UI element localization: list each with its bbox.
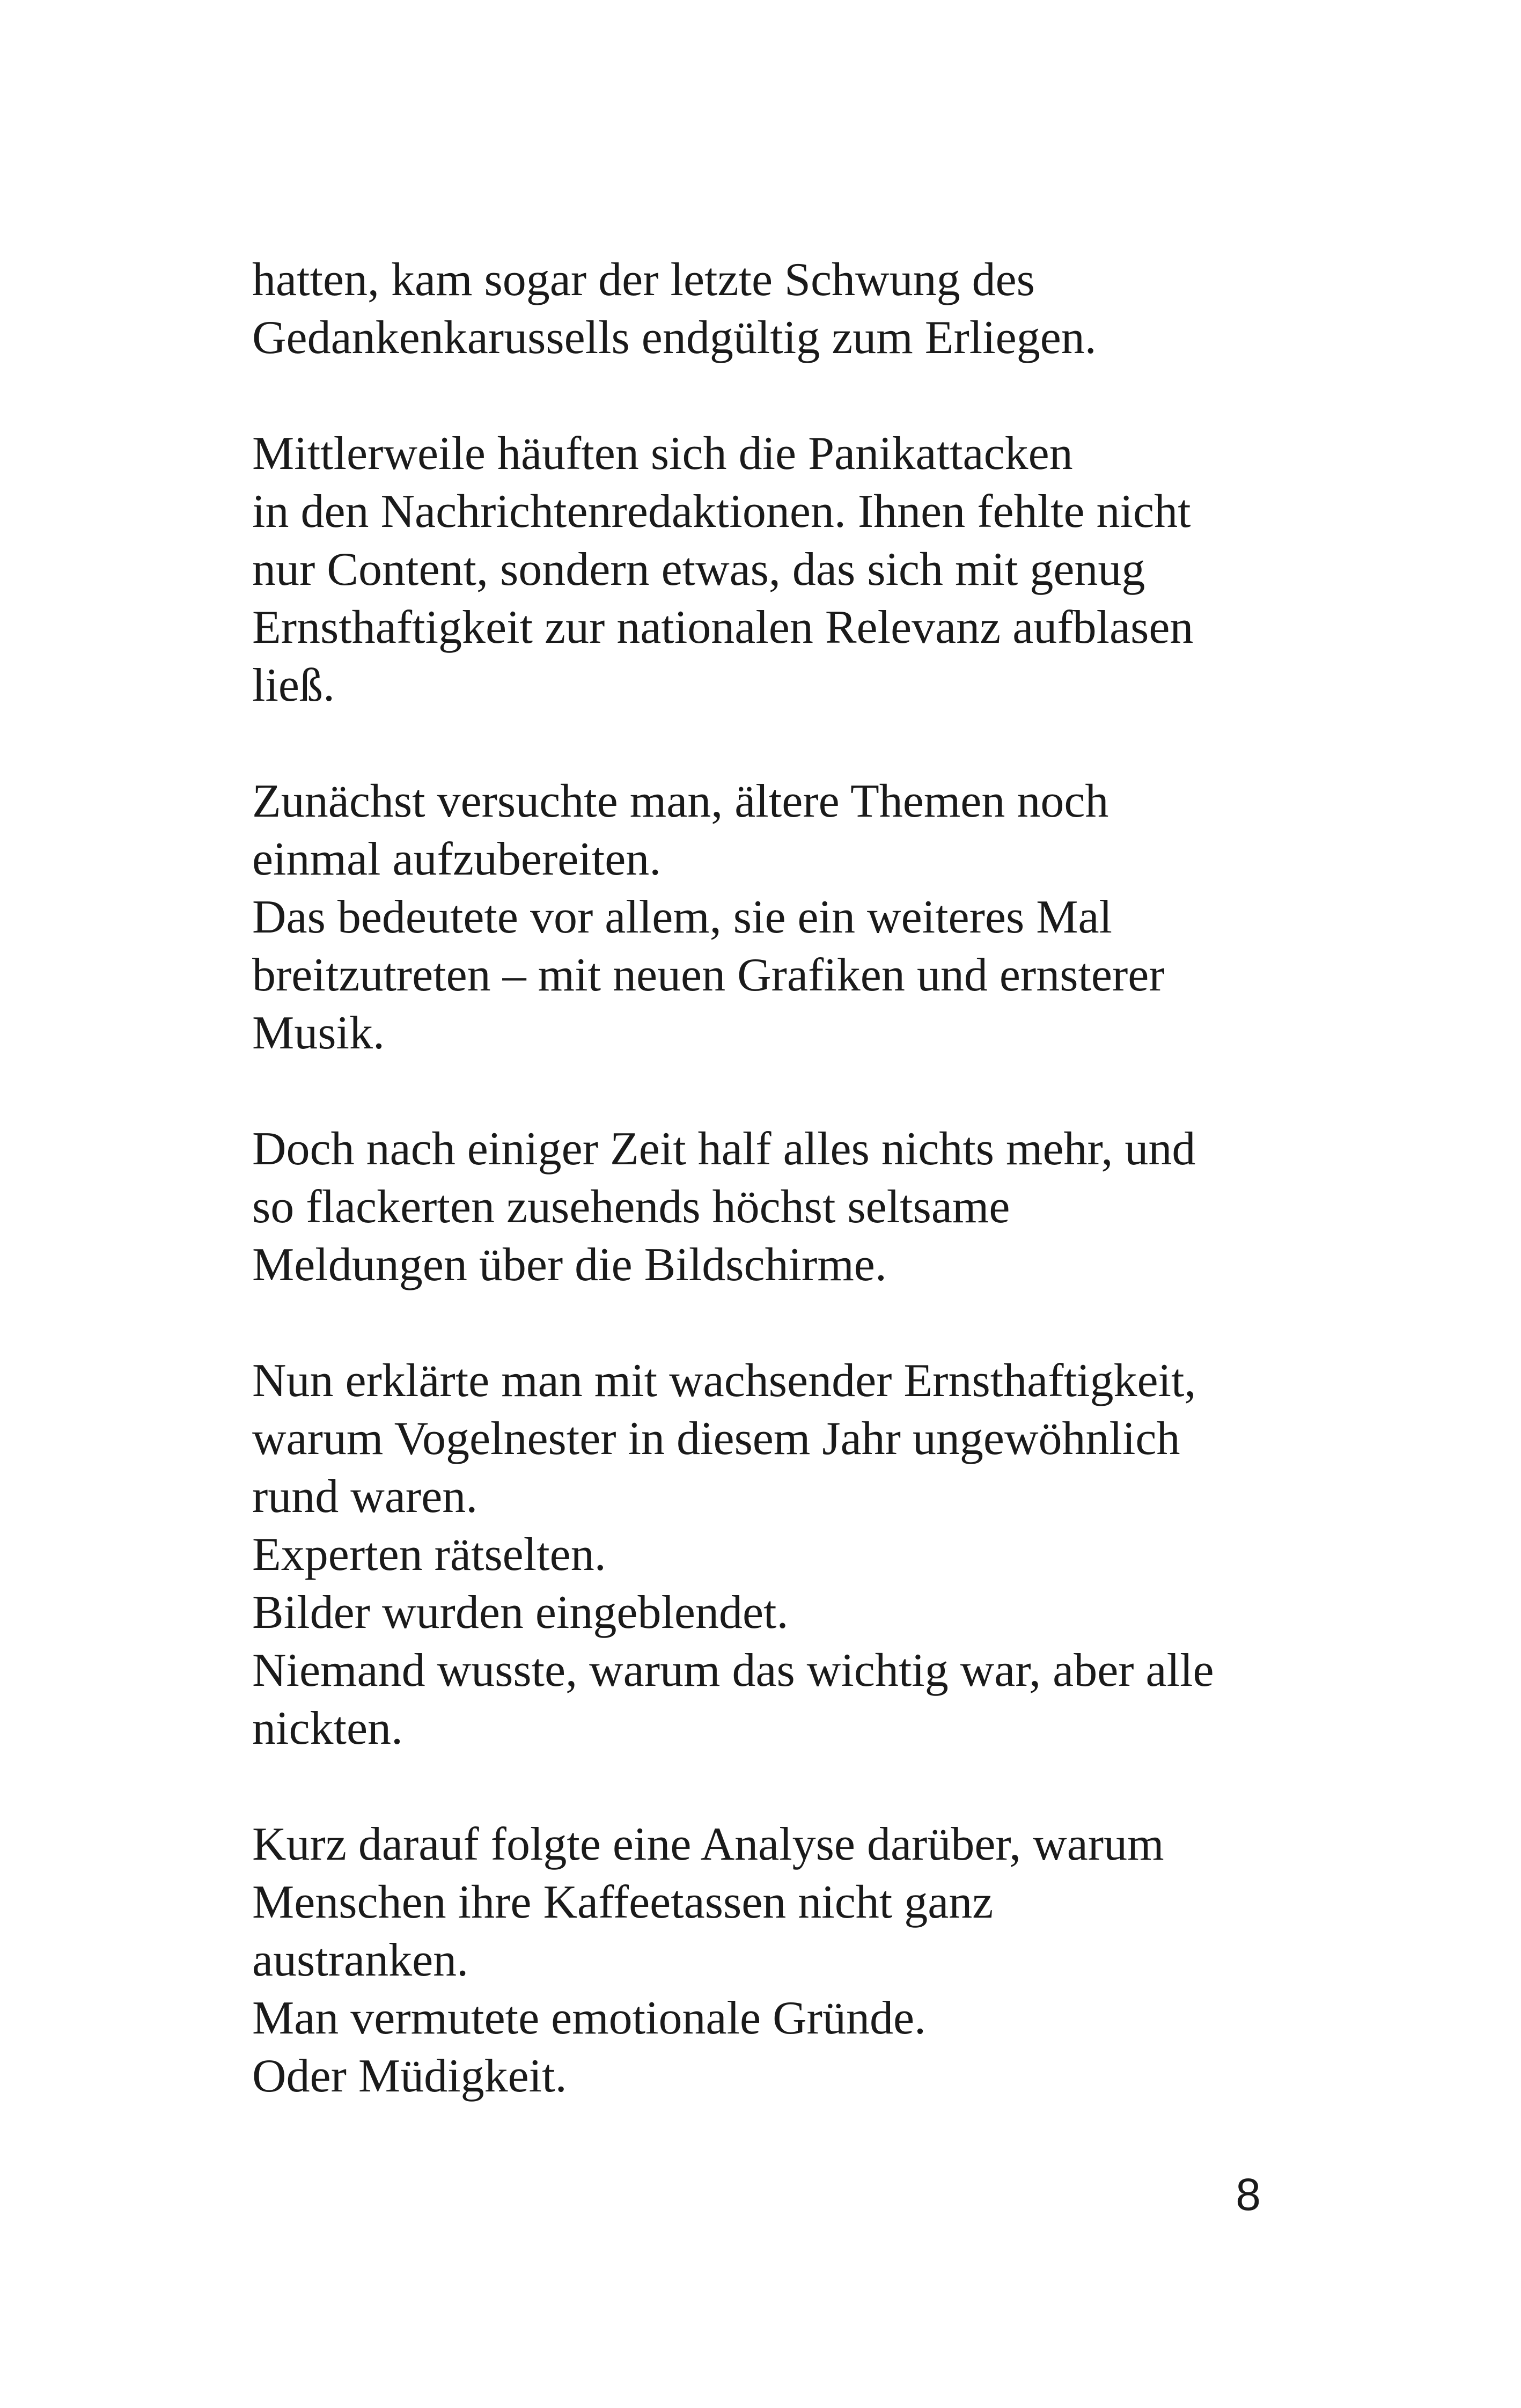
text-line: Bilder wurden eingeblendet.	[252, 1587, 789, 1639]
text-line: Zunächst versuchte man, ältere Themen noch	[252, 775, 1109, 827]
paragraph	[252, 1120, 1304, 1294]
text-line: breitzutreten – mit neuen Grafiken und ernsterer	[252, 949, 1165, 1001]
text-line: Meldungen über die Bildschirme.	[252, 1239, 887, 1291]
text-line: Mittlerweile häuften sich die Panikattacken	[252, 428, 1073, 480]
body-text	[252, 251, 1304, 2105]
text-line: austranken.	[252, 1934, 469, 1986]
text-line: Experten rätselten.	[252, 1529, 606, 1581]
text-line: Menschen ihre Kaffeetassen nicht ganz	[252, 1876, 994, 1928]
text-line: Ernsthaftigkeit zur nationalen Relevanz aufblasen	[252, 601, 1194, 654]
text-line: einmal aufzubereiten.	[252, 833, 662, 885]
text-line: rund waren.	[252, 1471, 478, 1523]
paragraph	[252, 251, 1304, 367]
text-line: Niemand wusste, warum das wichtig war, aber alle	[252, 1645, 1214, 1697]
text-line: nur Content, sondern etwas, das sich mit genug	[252, 544, 1145, 596]
page-number: 8	[1236, 2169, 1261, 2220]
text-line: in den Nachrichtenredaktionen. Ihnen fehlte nicht	[252, 486, 1191, 538]
paragraph	[252, 1816, 1304, 2105]
text-line: so flackerten zusehends höchst seltsame	[252, 1181, 1010, 1233]
text-line: warum Vogelnester in diesem Jahr ungewöhnlich	[252, 1413, 1180, 1465]
text-line: Das bedeutete vor allem, sie ein weiteres Mal	[252, 891, 1112, 943]
text-line: nickten.	[252, 1702, 403, 1754]
text-line: Musik.	[252, 1007, 385, 1059]
text-line: Nun erklärte man mit wachsender Ernsthaftigkeit,	[252, 1355, 1196, 1407]
text-line: Gedankenkarussells endgültig zum Erliegen.	[252, 312, 1097, 364]
text-line: hatten, kam sogar der letzte Schwung des	[252, 254, 1035, 306]
paragraph	[252, 425, 1304, 715]
text-line: Kurz darauf folgte eine Analyse darüber, warum	[252, 1818, 1164, 1870]
paragraph	[252, 1352, 1304, 1758]
paragraph	[252, 773, 1304, 1062]
text-line: Doch nach einiger Zeit half alles nichts mehr, und	[252, 1123, 1196, 1175]
text-line: Man vermutete emotionale Gründe.	[252, 1992, 927, 2044]
text-line: Oder Müdigkeit.	[252, 2050, 567, 2102]
text-line: ließ.	[252, 659, 335, 711]
